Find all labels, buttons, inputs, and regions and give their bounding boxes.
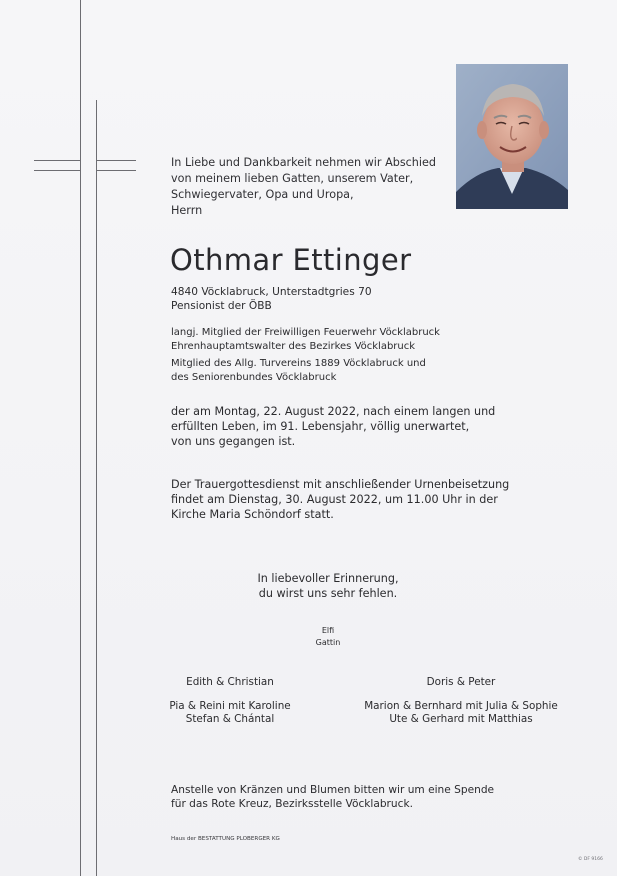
merit-line: des Seniorenbundes Vöcklabruck bbox=[171, 371, 337, 383]
request-line: Anstelle von Kränzen und Blumen bitten wir um eine Spende bbox=[171, 784, 495, 796]
deceased-occupation: Pensionist der ÖBB bbox=[171, 300, 272, 312]
family-grandchildren: Stefan & Chántal bbox=[185, 713, 275, 725]
family-children: Edith & Christian bbox=[186, 676, 274, 688]
death-line: der am Montag, 22. August 2022, nach einem langen und bbox=[171, 405, 496, 418]
donation-request bbox=[171, 784, 531, 812]
death-notice bbox=[171, 405, 511, 449]
deceased-details bbox=[171, 285, 491, 313]
merit-line: langj. Mitglied der Freiwilligen Feuerwehr Vöcklabruck bbox=[171, 327, 440, 338]
memory-line: du wirst uns sehr fehlen. bbox=[258, 586, 398, 600]
family-right bbox=[356, 676, 566, 726]
death-line: von uns gegangen ist. bbox=[171, 434, 296, 448]
funeral-home-footer: Haus der BESTATTUNG PLOBERGER KG bbox=[171, 836, 280, 842]
deceased-address: 4840 Vöcklabruck, Unterstadtgries 70 bbox=[171, 286, 372, 298]
service-notice bbox=[171, 478, 511, 522]
memory-line: In liebevoller Erinnerung, bbox=[257, 572, 399, 585]
death-line: erfüllten Leben, im 91. Lebensjahr, völlig unerwartet, bbox=[171, 419, 470, 433]
spouse bbox=[296, 625, 360, 649]
spouse-role: Gattin bbox=[315, 638, 341, 647]
family-grandchildren: Ute & Gerhard mit Matthias bbox=[389, 713, 533, 725]
merits-list bbox=[171, 326, 511, 384]
family-grandchildren: Pia & Reini mit Karoline bbox=[169, 700, 291, 712]
merit-line: Ehrenhauptamtswalter des Bezirkes Vöcklabruck bbox=[171, 340, 416, 352]
service-line: findet am Dienstag, 30. August 2022, um 11.00 Uhr in der bbox=[171, 492, 498, 506]
family-left bbox=[150, 676, 310, 726]
intro-line: In Liebe und Dankbarkeit nehmen wir Abschied bbox=[171, 156, 436, 169]
service-line: Kirche Maria Schöndorf statt. bbox=[171, 507, 334, 521]
intro-line: Schwiegervater, Opa und Uropa, bbox=[171, 188, 354, 201]
memory-text bbox=[200, 572, 456, 602]
intro-line: von meinem lieben Gatten, unserem Vater, bbox=[171, 172, 414, 185]
print-code: © DF 9166 bbox=[578, 857, 603, 862]
portrait-photo bbox=[456, 64, 568, 209]
request-line: für das Rote Kreuz, Bezirksstelle Vöcklabruck. bbox=[171, 797, 413, 810]
merit-line: Mitglied des Allg. Turvereins 1889 Vöcklabruck und bbox=[171, 358, 426, 369]
deceased-name: Othmar Ettinger bbox=[170, 243, 412, 277]
service-line: Der Trauergottesdienst mit anschließender Urnenbeisetzung bbox=[171, 478, 510, 491]
family-children: Doris & Peter bbox=[426, 676, 496, 688]
spouse-name: Elfi bbox=[321, 626, 335, 635]
intro-line: Herrn bbox=[171, 204, 203, 217]
family-grandchildren: Marion & Bernhard mit Julia & Sophie bbox=[364, 700, 558, 712]
intro-text bbox=[171, 155, 441, 219]
